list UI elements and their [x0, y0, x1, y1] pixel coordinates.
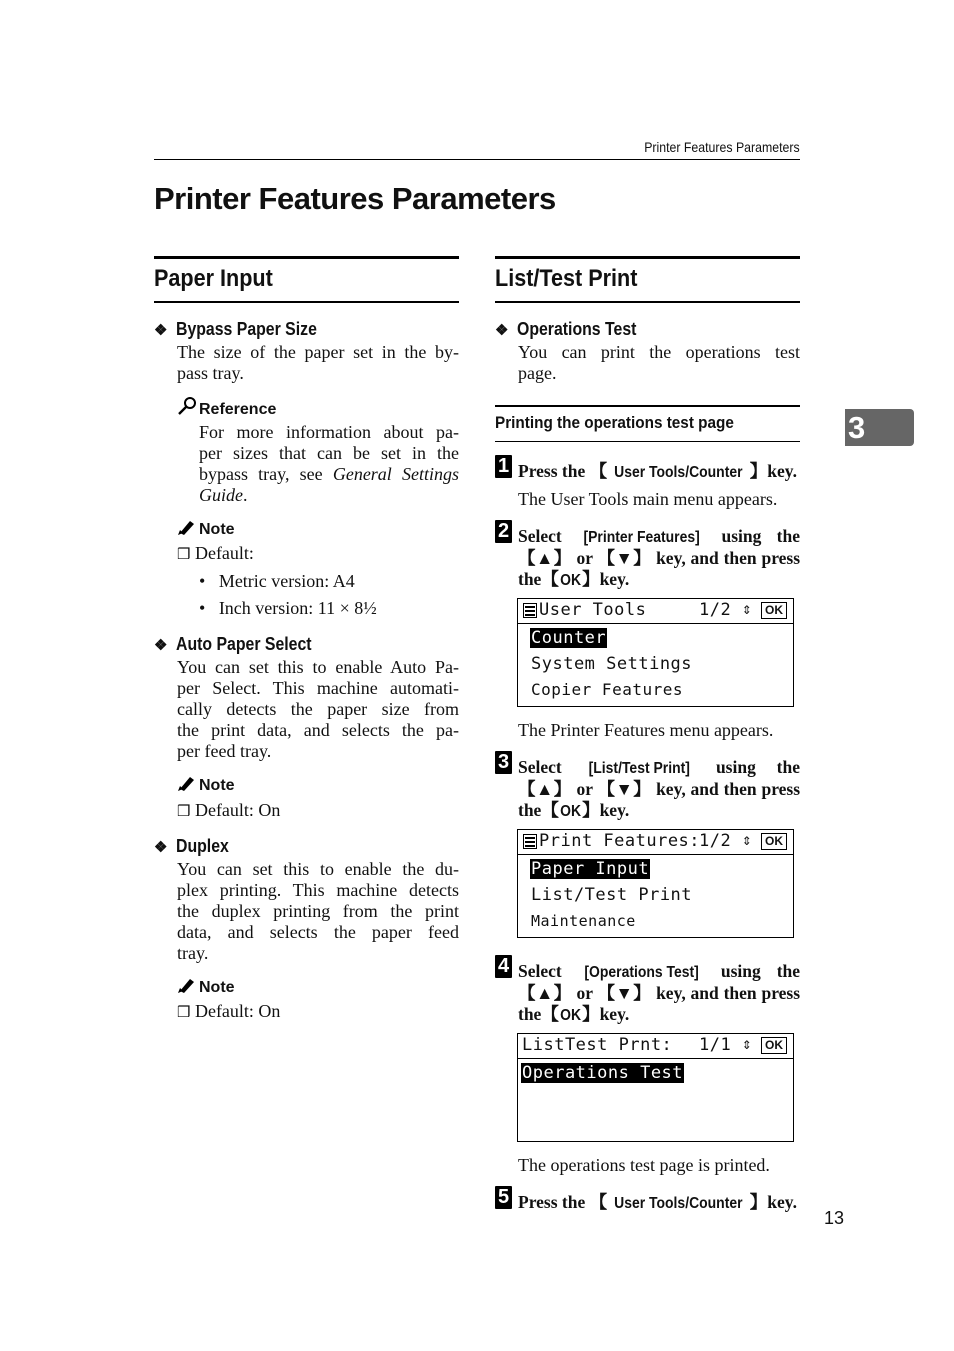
text-line: page. [518, 363, 557, 383]
text-line [199, 464, 459, 485]
text-span: the [518, 800, 542, 820]
diamond-bullet-icon: ❖ [495, 322, 509, 339]
text-line: the【OK】key. [518, 569, 630, 589]
diamond-bullet-icon: ❖ [154, 839, 168, 856]
item-heading-bypass [154, 319, 336, 340]
lcd-title: User Tools [539, 600, 647, 620]
duplex-description [177, 859, 459, 964]
pencil-icon [177, 774, 197, 792]
text-span: Select [518, 757, 562, 777]
text-span: using the [721, 526, 800, 546]
text-span: Select [518, 526, 562, 546]
scroll-arrows-icon: ⇕ [742, 599, 753, 618]
lcd-line: List/Test Print [531, 885, 693, 905]
up-arrow-icon: ▲ [535, 983, 554, 1003]
lcd-page: 1/2 [699, 831, 732, 851]
default-text: Default: On [194, 1001, 281, 1021]
text-span: or [576, 548, 593, 568]
checkbox-icon: ❒ [177, 1005, 191, 1021]
step-number: 2 [495, 520, 512, 543]
header-rule [154, 159, 800, 160]
text-line: per feed tray. [177, 741, 272, 761]
note-label: Note [199, 979, 235, 996]
text-span: key, and then press [656, 548, 801, 568]
text-span: key. [767, 461, 797, 481]
text-span: key, and then press [656, 983, 801, 1003]
operations-description [518, 342, 800, 384]
text-line: You can set this to enable Auto Pa- [177, 657, 459, 677]
menu-item-ref: [Operations Test] [584, 964, 699, 981]
menu-item-ref: [List/Test Print] [588, 760, 690, 777]
note-heading [177, 774, 235, 795]
section-rule-bottom [495, 301, 800, 303]
note-heading [177, 976, 235, 997]
magnifier-icon [177, 396, 197, 416]
diamond-bullet-icon: ❖ [154, 322, 168, 339]
text-line: the【OK】key. [518, 1004, 630, 1024]
bullet-icon: • [199, 598, 206, 618]
subsection-title: Printing the operations test page [495, 413, 734, 432]
lcd-line-selected [530, 628, 607, 648]
lcd-line: System Settings [531, 654, 693, 674]
text-line: The size of the paper set in the by- [177, 342, 459, 362]
step-5-text: Press the 【 User Tools/Counter 】key. [518, 1192, 797, 1212]
menu-item-ref: [Printer Features] [583, 529, 700, 546]
bypass-description [177, 342, 459, 384]
bullet-text: Metric version: A4 [218, 571, 355, 591]
text-line: the print data, and selects the pa- [177, 720, 459, 740]
lcd-line: Copier Features [531, 680, 683, 699]
text-span: the [518, 1004, 542, 1024]
lcd-title-bar [518, 1034, 793, 1059]
up-arrow-icon: ▲ [535, 779, 554, 799]
item-heading-label: Auto Paper Select [176, 634, 312, 654]
text-span: key. [767, 1192, 797, 1212]
text-span: key, and then press [656, 779, 801, 799]
down-arrow-icon: ▼ [615, 548, 634, 568]
down-arrow-icon: ▼ [615, 779, 634, 799]
section-title-list-test-print: List/Test Print [495, 265, 638, 292]
text-span: Select [518, 961, 562, 981]
section-rule-bottom [154, 301, 459, 303]
lcd-highlight: Operations Test [522, 1063, 684, 1083]
text-line: You can print the operations test [518, 342, 800, 362]
page-number: 13 [824, 1208, 845, 1228]
item-heading-operations-test [495, 319, 653, 340]
reference-heading [177, 396, 276, 419]
key-label: OK [559, 1007, 581, 1024]
text-span: using the [720, 961, 801, 981]
subsection-rule-top [495, 405, 800, 407]
lcd-line-selected [530, 859, 650, 879]
chapter-tab [845, 409, 914, 446]
bullet-item [199, 598, 377, 619]
text-span: using the [715, 757, 801, 777]
bullet-icon: • [199, 571, 206, 591]
step-number: 1 [495, 455, 512, 478]
step-4-text [518, 961, 800, 1026]
item-heading-label: Duplex [176, 836, 229, 856]
item-heading-label: Bypass Paper Size [176, 319, 317, 339]
section-rule-top [495, 256, 800, 259]
note-default [177, 543, 254, 566]
note-label: Note [199, 777, 235, 794]
scroll-arrows-icon: ⇕ [742, 830, 753, 849]
bullet-text: Inch version: 11 × 8½ [218, 598, 377, 618]
text-line: per sizes that can be set in the [199, 443, 459, 463]
lcd-screen-user-tools [517, 598, 794, 707]
text-line: per Select. This machine automati- [177, 678, 459, 698]
key-label: OK [559, 803, 581, 820]
menu-list-icon [523, 834, 537, 849]
text-line [518, 526, 800, 548]
text-line: You can set this to enable the du- [177, 859, 459, 879]
text-line: 【▲】 or 【▼】 key, and then press [518, 548, 801, 568]
pencil-icon [177, 976, 197, 994]
note-default [177, 1001, 280, 1024]
lcd-line: Maintenance [531, 912, 636, 930]
lcd-screen-list-test-print [517, 1033, 794, 1142]
text-line [199, 485, 459, 506]
lcd-title-bar [518, 830, 793, 855]
text-span: key. [599, 800, 630, 820]
text-span: bypass tray, see [199, 464, 333, 484]
text-span: or [576, 779, 593, 799]
lcd-highlight: Counter [531, 628, 607, 648]
lcd-page: 1/2 [699, 600, 732, 620]
text-line [518, 961, 800, 983]
text-line: pass tray. [177, 363, 244, 383]
text-span: Press the [518, 1192, 586, 1212]
checkbox-icon: ❒ [177, 804, 191, 820]
chapter-number: 3 [848, 410, 866, 445]
text-span: . [243, 485, 248, 505]
item-heading-auto [154, 634, 330, 655]
note-label: Note [199, 521, 235, 538]
lcd-title-bar [518, 599, 793, 624]
text-line: plex printing. This machine detects [177, 880, 459, 900]
section-title-paper-input: Paper Input [154, 265, 273, 292]
step-2-result: The Printer Features menu appears. [518, 720, 774, 740]
text-span: key. [599, 569, 630, 589]
diamond-bullet-icon: ❖ [154, 637, 168, 654]
running-head-text: Printer Features Parameters [644, 139, 800, 155]
text-line: cally detects the paper size from [177, 699, 459, 719]
step-3-text [518, 757, 800, 822]
down-arrow-icon: ▼ [615, 983, 634, 1003]
step-1-result: The User Tools main menu appears. [518, 489, 778, 509]
text-span: Press the [518, 461, 586, 481]
text-line: tray. [177, 943, 209, 963]
lcd-highlight: Paper Input [531, 859, 650, 879]
step-4-result: The operations test page is printed. [518, 1155, 770, 1175]
pencil-icon [177, 518, 197, 536]
reference-text [199, 422, 459, 506]
italic-title: Guide [199, 485, 243, 505]
bullet-item [199, 571, 355, 592]
scroll-arrows-icon: ⇕ [742, 1034, 753, 1053]
menu-list-icon [523, 603, 537, 618]
step-2-text [518, 526, 800, 591]
lcd-screen-print-features [517, 829, 794, 938]
text-line: data, and selects the paper feed [177, 922, 459, 942]
key-label: OK [559, 572, 581, 589]
ok-key-icon: OK [761, 602, 787, 619]
text-span: or [576, 983, 593, 1003]
text-line: For more information about pa- [199, 422, 459, 442]
text-line: 【▲】 or 【▼】 key, and then press [518, 779, 801, 799]
text-span: the [518, 569, 542, 589]
text-line: the duplex printing from the print [177, 901, 459, 921]
step-number: 4 [495, 955, 512, 978]
reference-label: Reference [199, 401, 277, 418]
step-1-text: Press the 【 User Tools/Counter 】key. [518, 461, 797, 481]
lcd-title: Print Features: [539, 831, 701, 851]
checkbox-icon: ❒ [177, 547, 191, 563]
default-label: Default: [194, 543, 254, 563]
text-line [518, 757, 800, 779]
section-rule-top [154, 256, 459, 259]
ok-key-icon: OK [761, 1037, 787, 1054]
item-heading-duplex [154, 836, 236, 857]
key-label: User Tools/Counter [614, 1195, 743, 1212]
running-head [154, 139, 800, 155]
text-line: 【▲】 or 【▼】 key, and then press [518, 983, 801, 1003]
text-span: key. [599, 1004, 630, 1024]
note-heading [177, 518, 235, 539]
default-text: Default: On [194, 800, 281, 820]
page-title: Printer Features Parameters [154, 181, 556, 216]
key-label: User Tools/Counter [614, 464, 743, 481]
lcd-page: 1/1 [699, 1035, 732, 1055]
lcd-line-selected [521, 1063, 684, 1083]
text-line: the【OK】key. [518, 800, 630, 820]
step-number: 3 [495, 751, 512, 774]
italic-title: General Settings [332, 464, 459, 484]
subsection-rule-bottom [495, 441, 800, 442]
lcd-title: ListTest Prnt: [522, 1035, 673, 1055]
item-heading-label: Operations Test [517, 319, 637, 339]
ok-key-icon: OK [761, 833, 787, 850]
up-arrow-icon: ▲ [535, 548, 554, 568]
auto-description [177, 657, 459, 762]
step-number: 5 [495, 1186, 512, 1209]
note-default [177, 800, 280, 823]
